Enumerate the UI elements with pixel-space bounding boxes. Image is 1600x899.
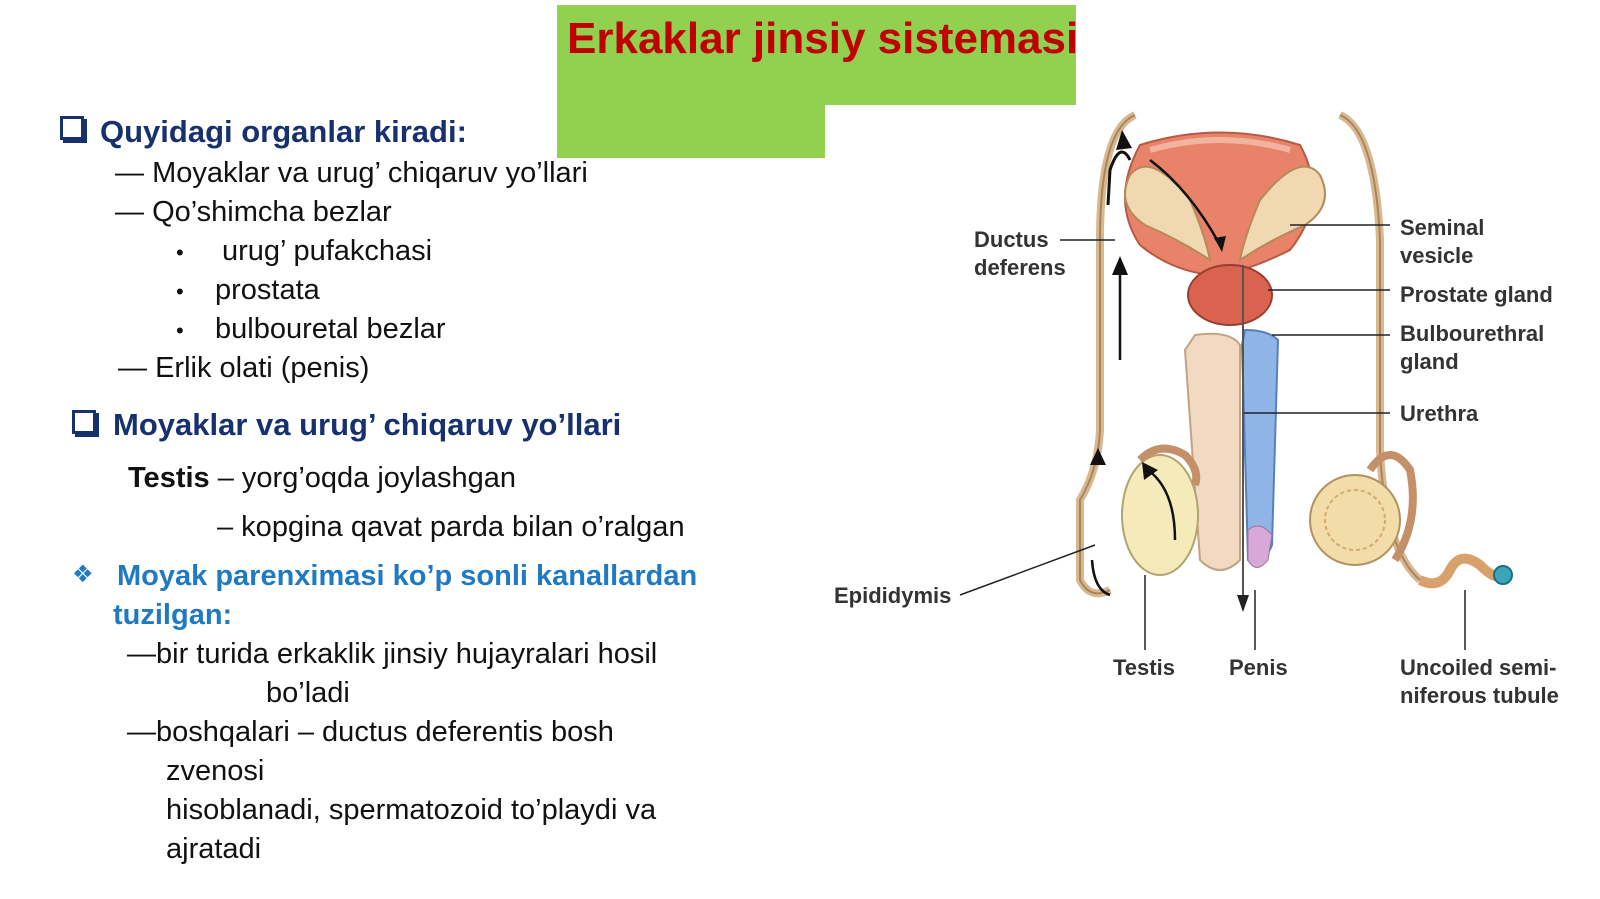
section1-heading: Quyidagi organlar kiradi: <box>100 114 467 149</box>
list-item: — Erlik olati (penis) <box>118 352 370 384</box>
slide-title: Erkaklar jinsiy sistemasi <box>567 14 1079 63</box>
list-item-text: bir turida erkaklik jinsiy hujayralari hosil <box>156 638 658 670</box>
gland-item: prostata <box>215 274 320 306</box>
gland-item: bulbouretal bezlar <box>215 313 446 345</box>
label-seminal-vesicle: Seminal vesicle <box>1400 215 1485 268</box>
label-prostate-gland: Prostate gland <box>1400 282 1553 307</box>
checkbox-bullet-icon <box>72 410 96 434</box>
checkbox-bullet-icon <box>60 116 84 140</box>
section3-heading-cont: tuzilgan: <box>113 599 233 631</box>
testis-line2: – kopgina qavat parda bilan o’ralgan <box>217 511 685 543</box>
list-item-cont: hisoblanadi, spermatozoid to’playdi va <box>166 794 657 826</box>
list-item: — Qo’shimcha bezlar <box>115 196 392 228</box>
section3-heading: Moyak parenximasi ko’p sonli kanallardan <box>117 560 698 592</box>
bullet-icon: • <box>176 318 184 343</box>
diamond-bullet-icon: ❖ <box>72 561 94 588</box>
testis-term: Testis <box>128 462 210 494</box>
label-testis: Testis <box>1113 655 1175 680</box>
list-item: —bir turida erkaklik jinsiy hujayralari hosil <box>127 638 658 670</box>
bullet-icon: • <box>176 240 184 265</box>
testis-line <box>128 462 516 495</box>
label-urethra: Urethra <box>1400 401 1479 426</box>
list-item-cont: bo’ladi <box>266 677 350 709</box>
gland-item: urug’ pufakchasi <box>222 235 433 267</box>
list-item-text: Qo’shimcha bezlar <box>152 196 392 228</box>
section2-heading: Moyaklar va urug’ chiqaruv yo’llari <box>113 407 622 442</box>
label-penis: Penis <box>1229 655 1288 680</box>
bullet-icon: • <box>176 279 184 304</box>
list-item: — Moyaklar va urug’ chiqaruv yo’llari <box>115 157 588 189</box>
list-item-text: Moyaklar va urug’ chiqaruv yo’llari <box>152 157 588 189</box>
title-background-lower <box>557 100 825 158</box>
label-bulbourethral-gland: Bulbourethral gland <box>1400 321 1545 374</box>
list-item-text: Erlik olati (penis) <box>155 352 370 384</box>
list-item-text: boshqalari – ductus deferentis bosh <box>156 716 614 748</box>
label-uncoiled-tubule: Uncoiled semi- niferous tubule <box>1400 655 1559 708</box>
testis-description: – yorg’oqda joylashgan <box>209 462 516 494</box>
list-item-cont: zvenosi <box>166 755 265 787</box>
male-reproductive-diagram <box>825 100 1585 660</box>
label-ductus-deferens: Ductus deferens <box>974 227 1066 280</box>
label-epididymis: Epididymis <box>834 583 952 608</box>
list-item-cont: ajratadi <box>166 833 262 865</box>
list-item: —boshqalari – ductus deferentis bosh <box>127 716 614 748</box>
